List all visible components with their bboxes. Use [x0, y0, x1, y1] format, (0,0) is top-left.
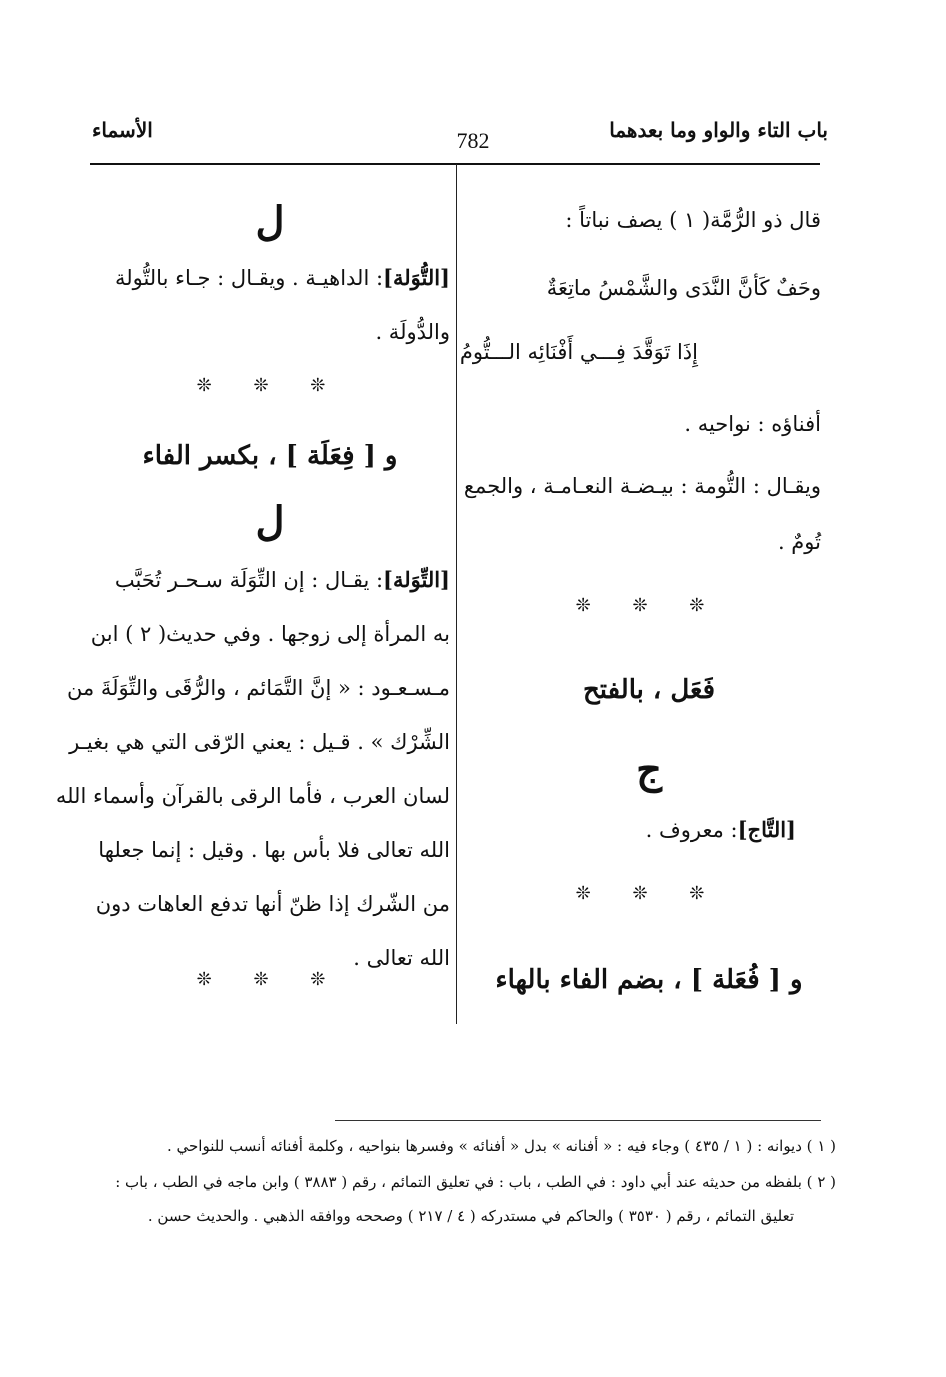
section-separator: ❊ ❊ ❊: [196, 969, 344, 990]
entry-tiwala-line: من الشّرك إذا ظنّ أنها تدفع العاهات دون: [95, 892, 450, 916]
entry-tiwala-line: لسان العرب ، فأما الرقى بالقرآن وأسماء الله: [55, 784, 450, 808]
section-separator: ❊ ❊ ❊: [575, 595, 723, 616]
footnote-2: ( ٢ ) بلفظه من حديثه عند أبي داود : في الطب ، باب : في تعليق التمائم ، رقم ( ٣٨٨٣ ) وابن ماجه في الطب ، باب :: [115, 1173, 836, 1191]
entry-definition: : الداهيـة . ويقـال : جـاء بالتُّولة: [114, 266, 384, 290]
entry-tiwala-line: الله تعالى فلا بأس بها . وقيل : إنما جعلها: [98, 838, 450, 862]
verse-line-2: إِذَا تَوَقَّدَ فِـــي أَفْنَائِه الـــتُّومُ: [459, 340, 698, 364]
entry-headword: [التُّوَلة]: [383, 265, 450, 290]
entry-taj: [646, 800, 796, 860]
section-heading: و [ فُعَلة ] ، بضم الفاء بالهاء: [495, 965, 803, 995]
entry-headword: [التَّاج]: [737, 817, 796, 842]
verse-line-1: وحَفٌ كَأنَّ النَّدَى والشَّمْسُ ماتِعَةٌ: [546, 276, 821, 300]
entry-tiwala-line: الشِّرْك » . قـيل : يعني الرّقى التي هي بغيـر: [69, 730, 450, 754]
entry-definition: : يقـال : إن التِّوَلَة سـحـر تُحَبَّب: [114, 568, 384, 592]
section-heading: فَعَل ، بالفتح: [582, 675, 716, 705]
paragraph-line: ويقـال : التُّومة : بيـضـة النعـامـة ، والجمع: [463, 474, 821, 498]
section-separator: ❊ ❊ ❊: [575, 883, 723, 904]
page-number: 782: [456, 128, 490, 153]
header-rule: [90, 163, 820, 165]
verse-intro: قال ذو الرُّمَّة( ١ ) يصف نباتاً :: [565, 208, 821, 232]
entry-definition: : معروف .: [645, 818, 738, 842]
paragraph-line: تُومٌ .: [777, 530, 821, 554]
letter-heading: ل: [255, 498, 285, 545]
entry-headword: [التِّوَلة]: [383, 567, 450, 592]
running-header-title: الأسماء: [92, 118, 153, 142]
entry-tiwala-line: الله تعالى .: [353, 946, 450, 970]
letter-heading: ل: [255, 198, 285, 245]
footnote-rule: [335, 1120, 821, 1121]
footnote-2-cont: تعليق التمائم ، رقم ( ٣٥٣٠ ) والحاكم في مستدركه ( ٤ / ٢١٧ ) وصححه ووافقه الذهبي . والحديث حسن .: [147, 1207, 794, 1225]
verse-gloss: أفناؤه : نواحيه .: [684, 412, 821, 436]
letter-heading: ج: [636, 746, 662, 793]
footnote-1: ( ١ ) ديوانه : ( ١ / ٤٣٥ ) وجاء فيه : « أفنانه » بدل « أفنائه » وفسرها بنواحيه ، وكلمة أفنائه أنسب للنواحي .: [167, 1137, 836, 1155]
entry-tawla-line: [115, 248, 450, 308]
column-divider: [456, 164, 457, 1024]
entry-tawla-line: والدُّولَة .: [375, 320, 450, 344]
section-separator: ❊ ❊ ❊: [196, 375, 344, 396]
entry-tiwala-line: به المرأة إلى زوجها . وفي حديث( ٢ ) ابن: [90, 622, 450, 646]
running-header-section: باب التاء والواو وما بعدهما: [609, 118, 828, 142]
section-heading: و [ فِعَلَة ] ، بكسر الفاء: [142, 441, 398, 471]
entry-tiwala-line: مـسـعـود : « إنَّ التَّمَائم ، والرُّقَى والتِّوَلَةَ من: [66, 676, 450, 700]
entry-tiwala-line: [115, 550, 450, 610]
